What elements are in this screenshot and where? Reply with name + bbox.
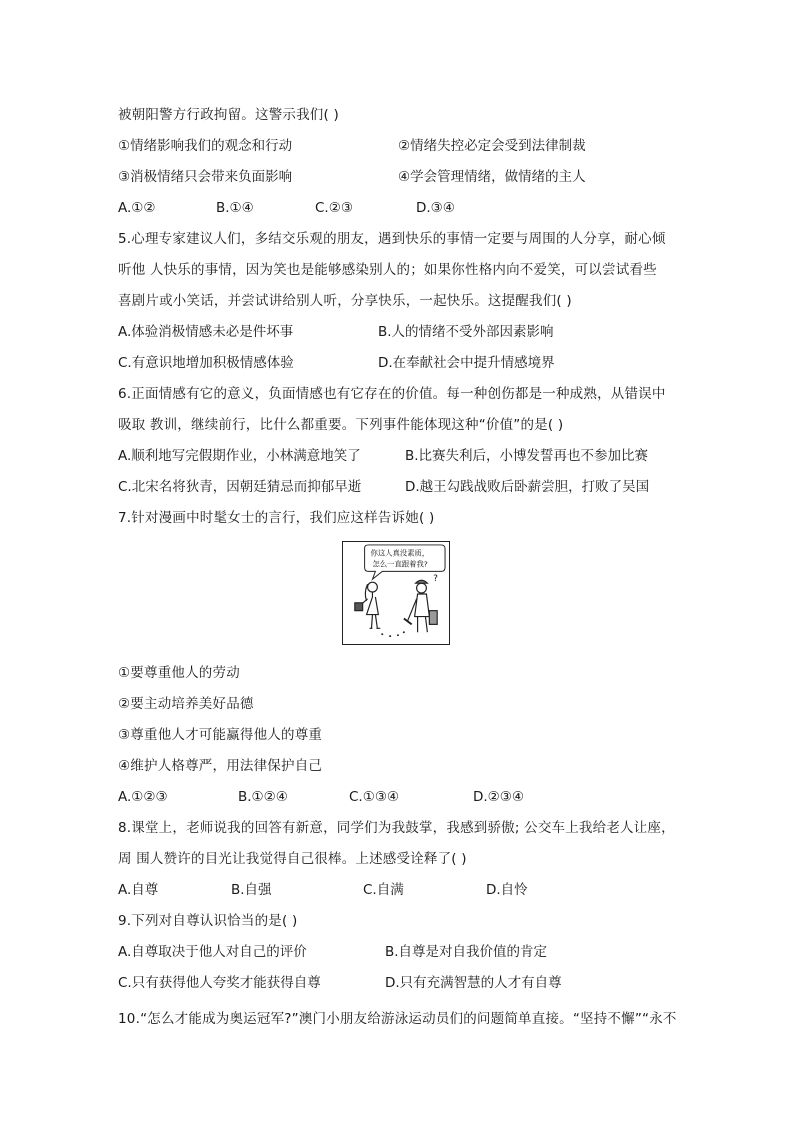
q5-stem-line-3: 喜剧片或小笑话，并尝试讲给别人听，分享快乐，一起快乐。这提醒我们( ) (118, 293, 572, 309)
q7-statement-2: ②要主动培养美好品德 (118, 696, 254, 712)
speech-bubble-text-1: 你这人真没素质， (370, 548, 430, 558)
q8-option-b: B.自强 (231, 882, 272, 898)
q6-option-c: C.北宋名将狄青，因朝廷猜忌而抑郁早逝 (118, 479, 362, 495)
q4-statement-4: ④学会管理情绪，做情绪的主人 (398, 169, 586, 185)
q4-option-d: D.③④ (416, 200, 455, 216)
q8-stem-line-2: 周 围人赞许的目光让我觉得自己很棒。上述感受诠释了( ) (118, 851, 467, 867)
q4-option-c: C.②③ (315, 200, 353, 216)
q6-option-d: D.越王勾践战败后卧薪尝胆，打败了吴国 (405, 479, 650, 495)
q7-stem: 7.针对漫画中时髦女士的言行，我们应这样告诉她( ) (118, 510, 435, 526)
q10-stem-line-1: 10.“怎么才能成为奥运冠军?”澳门小朋友给游泳运动员们的问题简单直接。“坚持不懈”“永不 (118, 1011, 677, 1027)
q5-option-d: D.在奉献社会中提升情感境界 (378, 355, 555, 371)
q9-option-d: D.只有充满智慧的人才有自尊 (385, 975, 562, 991)
q7-statement-3: ③尊重他人才可能赢得他人的尊重 (118, 727, 323, 743)
q7-option-b: B.①②④ (238, 789, 288, 805)
q4-statement-2: ②情绪失控必定会受到法律制裁 (398, 138, 586, 154)
q4-option-b: B.①④ (216, 200, 254, 216)
q5-stem-line-2: 听他 人快乐的事情，因为笑也是能够感染别人的；如果你性格内向不爱笑，可以尝试看些 (118, 262, 657, 278)
q8-option-c: C.自满 (363, 882, 404, 898)
q9-option-b: B.自尊是对自我价值的肯定 (385, 944, 548, 960)
q6-stem-line-1: 6.正面情感有它的意义，负面情感也有它存在的价值。每一种创伤都是一种成熟，从错误中 (118, 386, 666, 402)
q7-option-c: C.①③④ (349, 789, 400, 805)
sweeper-figure (404, 574, 438, 632)
q4-option-a: A.①② (118, 200, 156, 216)
cartoon-image (342, 541, 450, 645)
q7-statement-1: ①要尊重他人的劳动 (118, 665, 240, 681)
q9-stem: 9.下列对自尊认识恰当的是( ) (118, 913, 298, 929)
q4-statement-3: ③消极情绪只会带来负面影响 (118, 169, 293, 185)
q6-option-a: A.顺利地写完假期作业，小林满意地笑了 (118, 448, 361, 464)
q7-statement-4: ④维护人格尊严，用法律保护自己 (118, 758, 323, 774)
svg-text:?: ? (433, 574, 438, 585)
q9-option-a: A.自尊取决于他人对自己的评价 (118, 944, 307, 960)
q8-stem-line-1: 8.课堂上，老师说我的回答有新意，同学们为我鼓掌，我感到骄傲; 公交车上我给老人让座， (118, 820, 675, 836)
speech-bubble-text-2: 怎么一直跟着我? (372, 559, 428, 569)
q5-option-b: B.人的情绪不受外部因素影响 (378, 324, 554, 340)
woman-figure (355, 582, 381, 628)
q6-option-b: B.比赛失利后，小博发誓再也不参加比赛 (405, 448, 649, 464)
q5-stem-line-1: 5.心理专家建议人们，多结交乐观的朋友，遇到快乐的事情一定要与周围的人分享，耐心倾 (118, 231, 666, 247)
q5-option-c: C.有意识地增加积极情感体验 (118, 355, 294, 371)
q8-option-d: D.自怜 (486, 882, 528, 898)
q8-option-a: A.自尊 (118, 882, 159, 898)
q4-statement-1: ①情绪影响我们的观念和行动 (118, 138, 293, 154)
q6-stem-line-2: 吸取 教训，继续前行，比什么都重要。下列事件能体现这种“价值”的是( ) (118, 417, 564, 433)
q4-stem-tail: 被朝阳警方行政拘留。这警示我们( ) (118, 107, 339, 123)
footprints (381, 631, 405, 637)
q9-option-c: C.只有获得他人夸奖才能获得自尊 (118, 975, 321, 991)
q5-option-a: A.体验消极情感未必是件坏事 (118, 324, 294, 340)
q7-option-d: D.②③④ (473, 789, 524, 805)
q7-option-a: A.①②③ (118, 789, 168, 805)
